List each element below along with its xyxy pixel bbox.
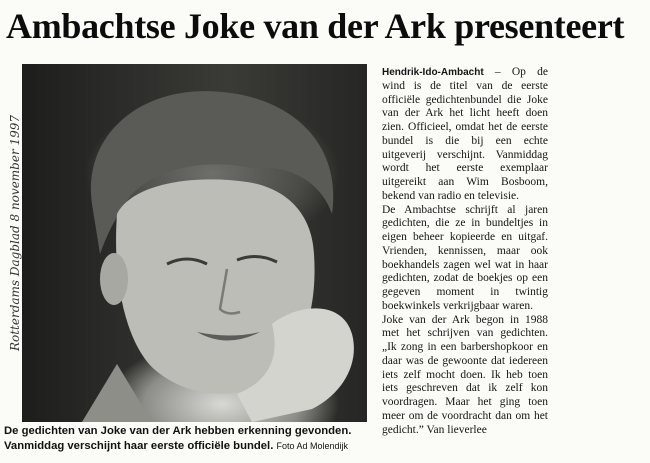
article-paragraph-3: Joke van der Ark begon in 1988 met het schrijven van gedichten. „Ik zong in een barbershopkoor en daar was de gewoonte dat iedereen iets zelf mocht doen. Ik heb toen iets geschreven dat ik zelf kon voordragen. Maar het ging toen meer om de voordracht dan om het gedicht.” Van lieverlee — [382, 313, 548, 436]
portrait-photo — [22, 64, 367, 422]
handwritten-note: Rotterdams Dagblad 8 november 1997 — [8, 114, 22, 352]
portrait-illustration — [22, 64, 367, 422]
article-body — [382, 66, 548, 437]
article-paragraph-2: De Ambachtse schrijft al jaren gedichten, die ze in bundeltjes in eigen beheer kopieerde en uitgaf. Vrienden, kennissen, maar ook boekhandels zagen wel wat in haar gedichten, zodat de boekjes op een gegeven moment in twintig boekwinkels verkrijgbaar waren. — [382, 203, 548, 312]
article-paragraph-1 — [382, 66, 548, 204]
dateline: Hendrik-Ido-Ambacht — [382, 67, 484, 78]
paragraph-1-text: – Op de wind is de titel van de eerste officiële gedichtenbundel die Joke van der Ark het licht heeft doen zien. Officieel, omdat het de eerste bundel is die bij een echte uitgeverij verschijnt. Vanmiddag wordt het eerste exemplaar uitgereikt aan Wim Bosboom, bekend van radio en televisie. — [382, 66, 548, 202]
photo-credit: Foto Ad Molendijk — [276, 441, 349, 451]
article-headline: Ambachtse Joke van der Ark presenteert — [6, 6, 625, 46]
photo-caption — [4, 424, 376, 454]
caption-text: De gedichten van Joke van der Ark hebben erkenning gevonden. Vanmiddag verschijnt haar eerste officiële bundel. — [4, 425, 352, 452]
